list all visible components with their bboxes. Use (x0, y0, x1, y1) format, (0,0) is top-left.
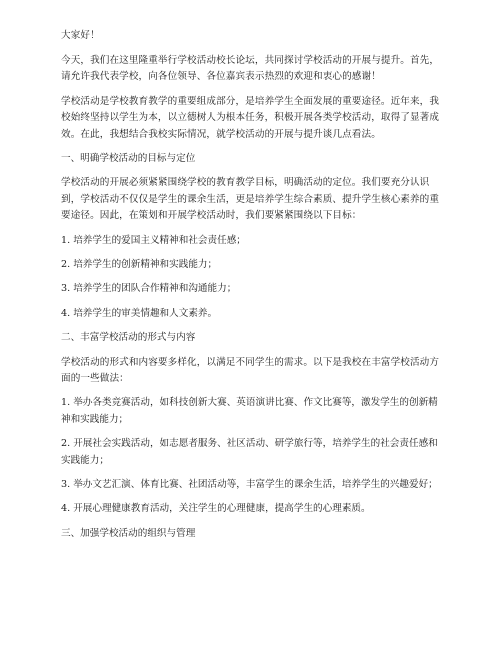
section-1-heading: 一、明确学校活动的目标与定位 (61, 152, 196, 164)
section-2-item: 3. 举办文艺汇演、体育比赛、社团活动等，丰富学生的课余生活，培养学生的兴趣爱好； (61, 479, 438, 491)
greeting: 大家好！ (61, 30, 100, 41)
intro-paragraph: 今天，我们在这里隆重举行学校活动校长论坛，共同探讨学校活动的开展与提升。首先，请允许我代表学校，向各位领导、各位嘉宾表示热烈的欢迎和衷心的感谢！ (61, 54, 440, 83)
overview-paragraph: 学校活动是学校教育教学的重要组成部分，是培养学生全面发展的重要途径。近年来，我校始终坚持以学生为本，以立德树人为根本任务，积极开展各类学校活动，取得了显著成效。在此，我想结合我校实际情况，就学校活动的开展与提升谈几点看法。 (61, 95, 440, 140)
section-2-item: 1. 举办各类竞赛活动，如科技创新大赛、英语演讲比赛、作文比赛等，激发学生的创新精神和实践能力； (61, 397, 438, 425)
section-2-heading: 二、丰富学校活动的形式与内容 (61, 332, 196, 344)
section-2-item: 2. 开展社会实践活动，如志愿者服务、社区活动、研学旅行等，培养学生的社会责任感和实践能力； (61, 438, 438, 466)
section-1-item: 1. 培养学生的爱国主义精神和社会责任感； (61, 234, 246, 246)
section-2-body: 学校活动的形式和内容要多样化，以满足不同学生的需求。以下是我校在丰富学校活动方面的一些做法： (61, 356, 440, 384)
section-2-item: 4. 开展心理健康教育活动，关注学生的心理健康，提高学生的心理素质。 (61, 503, 371, 515)
section-1-item: 4. 培养学生的审美情趣和人文素养。 (61, 307, 218, 319)
document-page (61, 28, 444, 550)
section-1-body: 学校活动的开展必须紧紧围绕学校的教育教学目标，明确活动的定位。我们要充分认识到，学校活动不仅仅是学生的课余生活，更是培养学生综合素质、提升学生核心素养的重要途径。因此，在策划和开展学校活动时，我们要紧紧围绕以下目标： (61, 177, 440, 222)
section-1-item: 3. 培养学生的团队合作精神和沟通能力； (61, 283, 237, 295)
section-3-heading: 三、加强学校活动的组织与管理 (61, 527, 196, 539)
section-1-item: 2. 培养学生的创新精神和实践能力； (61, 258, 218, 270)
